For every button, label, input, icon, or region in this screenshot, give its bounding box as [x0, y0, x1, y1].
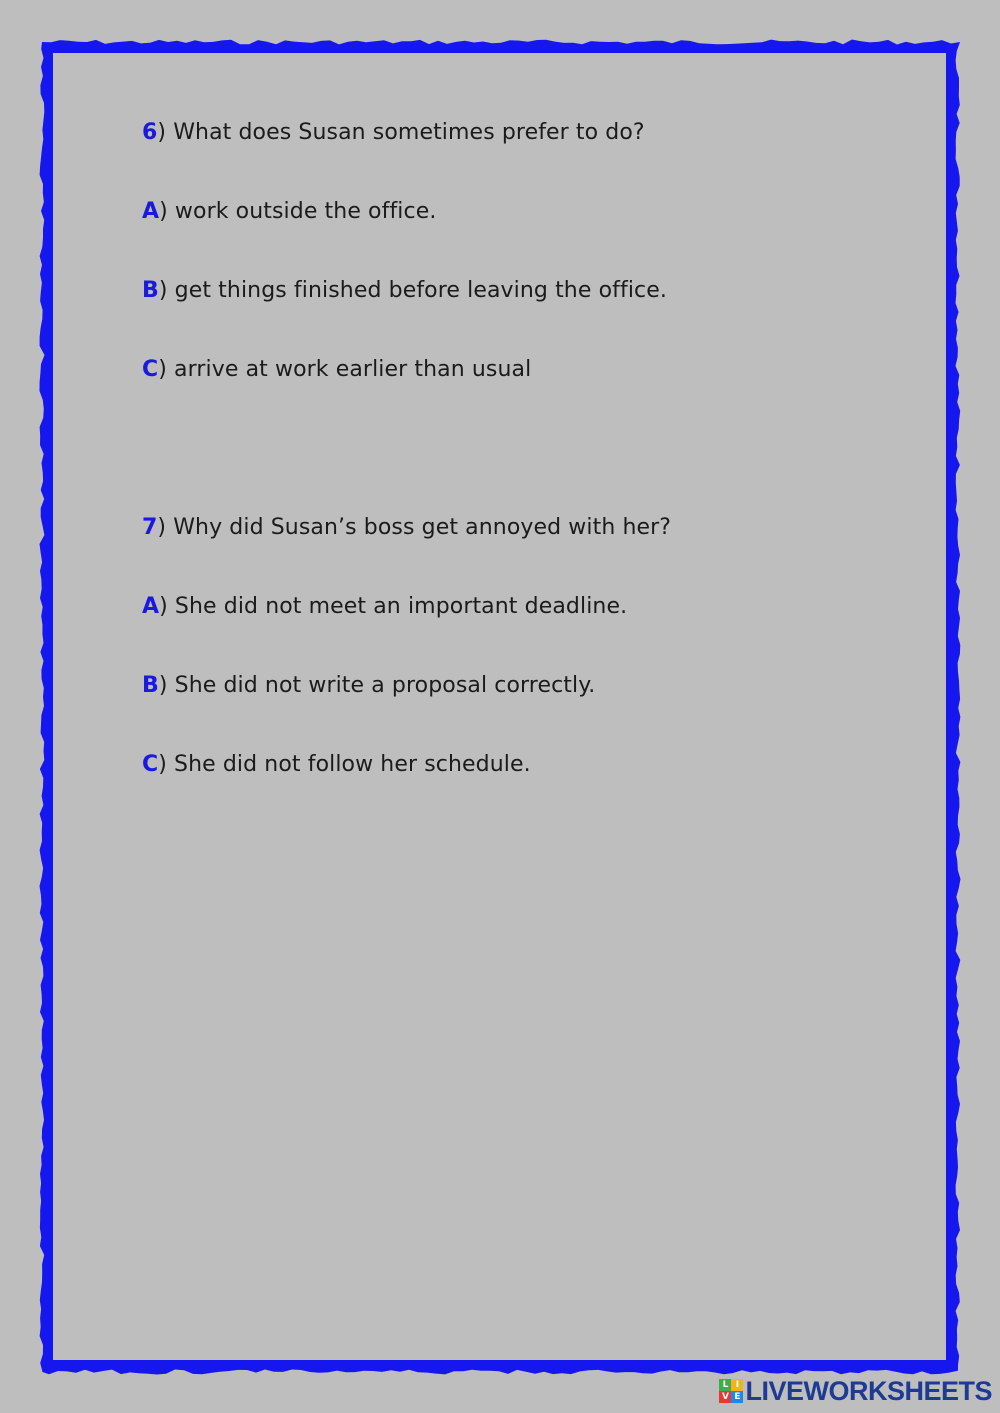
question-7-option-b[interactable]: [142, 673, 595, 698]
question-7-option-c[interactable]: [142, 752, 531, 777]
question-6-option-b[interactable]: [142, 278, 667, 303]
option-letter: B: [142, 278, 159, 303]
logo-text: LIVEWORKSHEETS: [745, 1375, 992, 1406]
option-letter: B: [142, 673, 159, 698]
option-text: ) get things finished before leaving the office.: [158, 278, 667, 303]
question-7-option-a[interactable]: [142, 594, 627, 619]
logo-mark-icon: L I V E: [719, 1379, 743, 1403]
option-text: ) arrive at work earlier than usual: [158, 357, 532, 382]
option-letter: C: [142, 357, 159, 382]
question-6-option-a[interactable]: [142, 199, 436, 224]
option-text: ) She did not meet an important deadline.: [159, 594, 628, 619]
option-letter: C: [142, 752, 159, 777]
question-6-text: [142, 120, 645, 145]
option-text: ) work outside the office.: [159, 199, 437, 224]
question-6-prompt: ) What does Susan sometimes prefer to do?: [157, 120, 645, 145]
option-letter: A: [142, 594, 160, 619]
question-7-prompt: ) Why did Susan’s boss get annoyed with her?: [157, 515, 672, 540]
question-6-option-c[interactable]: [142, 357, 531, 382]
liveworksheets-logo[interactable]: [719, 1375, 992, 1407]
question-7-text: [142, 515, 671, 540]
option-text: ) She did not follow her schedule.: [158, 752, 531, 777]
question-7-number: 7: [142, 515, 158, 540]
question-6-number: 6: [142, 120, 158, 145]
option-letter: A: [142, 199, 160, 224]
option-text: ) She did not write a proposal correctly.: [158, 673, 596, 698]
